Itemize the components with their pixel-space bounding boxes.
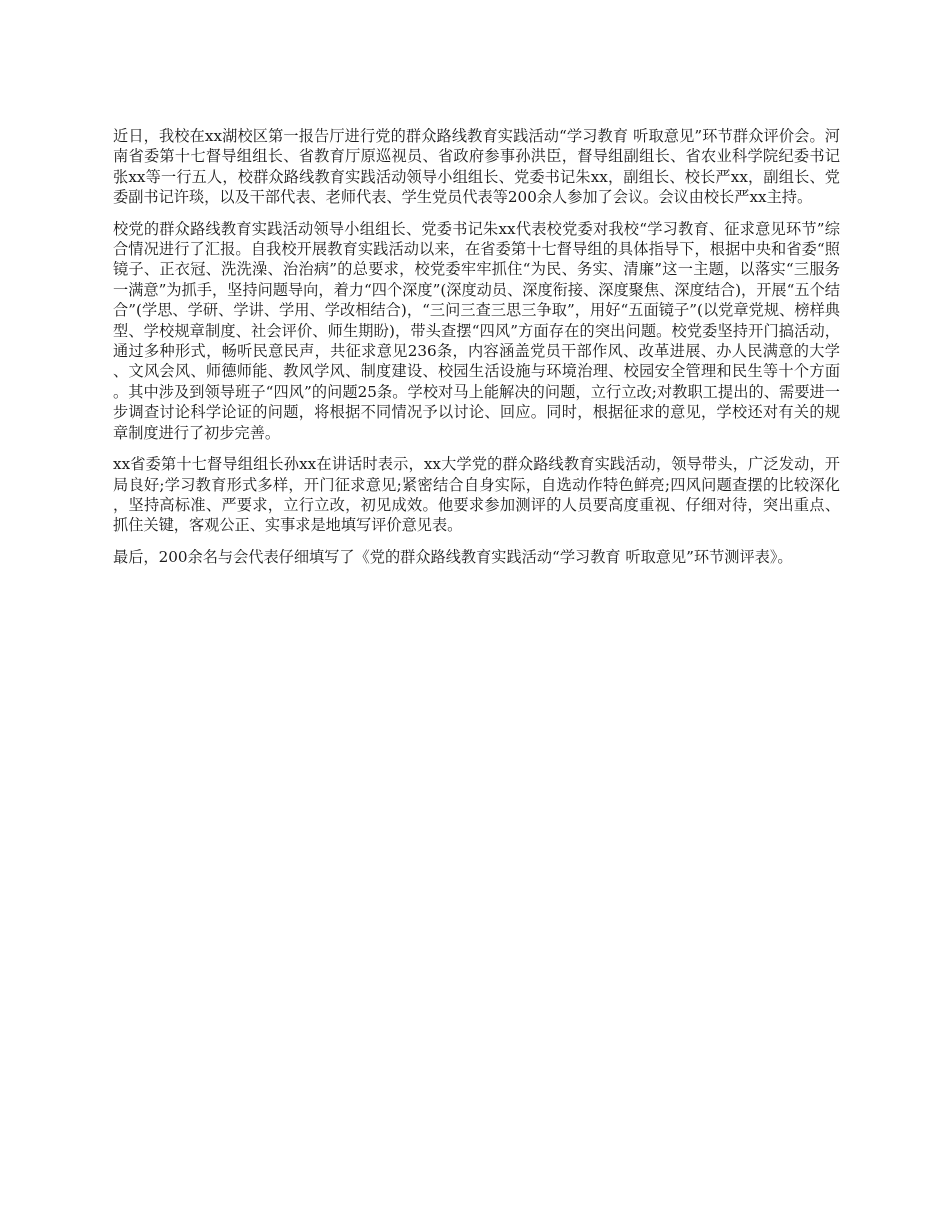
paragraph-conclusion: 最后，200余名与会代表仔细填写了《党的群众路线教育实践活动“学习教育 听取意见”环节测评表》。 [113, 547, 793, 566]
paragraph-work-report: 校党的群众路线教育实践活动领导小组组长、党委书记朱xx代表校党委对我校“学习教育、征求意见环节”综合情况进行了汇报。自我校开展教育实践活动以来，在省委第十七督导组的具体指导下，根据中央和省委“照镜子、正衣冠、洗洗澡、治治病”的总要求，校党委牢牢抓住“为民、务实、清廉”这一主题，以落实“三服务一满意”为抓手，坚持问题导向，着力“四个深度”(深度动员、深度衔接、深度聚焦、深度结合)，开展“五个结合”(学思、学研、学讲、学用、学改相结合)，“三问三查三思三争取”，用好“五面镜子”(以党章党规、榜样典型、学校规章制度、社会评价、师生期盼)，带头查摆“四风”方面存在的突出问题。校党委坚持开门搞活动，通过多种形式，畅听民意民声，共征求意见236条，内容涵盖党员干部作风、改革进展、办人民满意的大学、文风会风、师德师能、教风学风、制度建设、校园生活设施与环境治理、校园安全管理和民生等十个方面。其中涉及到领导班子“四风”的问题25条。学校对马上能解决的问题，立行立改;对教职工提出的、需要进一步调查讨论科学论证的问题，将根据不同情况予以讨论、回应。同时，根据征求的意见，学校还对有关的规章制度进行了初步完善。 [113, 219, 840, 442]
document-body [113, 126, 840, 578]
paragraph-supervisor-speech: xx省委第十七督导组组长孙xx在讲话时表示，xx大学党的群众路线教育实践活动，领导带头，广泛发动，开局良好;学习教育形式多样，开门征求意见;紧密结合自身实际，自选动作特色鲜亮;四风问题查摆的比较深化，坚持高标准、严要求，立行立改，初见成效。他要求参加测评的人员要高度重视、仔细对待，突出重点、抓住关键，客观公正、实事求是地填写评价意见表。 [113, 455, 840, 535]
paragraph-meeting-intro: 近日，我校在xx湖校区第一报告厅进行党的群众路线教育实践活动“学习教育 听取意见”环节群众评价会。河南省委第十七督导组组长、省教育厅原巡视员、省政府参事孙洪臣，督导组副组长、省农业科学院纪委书记张xx等一行五人，校群众路线教育实践活动领导小组组长、党委书记朱xx，副组长、校长严xx，副组长、党委副书记许琰，以及干部代表、老师代表、学生党员代表等200余人参加了会议。会议由校长严xx主持。 [113, 127, 840, 207]
